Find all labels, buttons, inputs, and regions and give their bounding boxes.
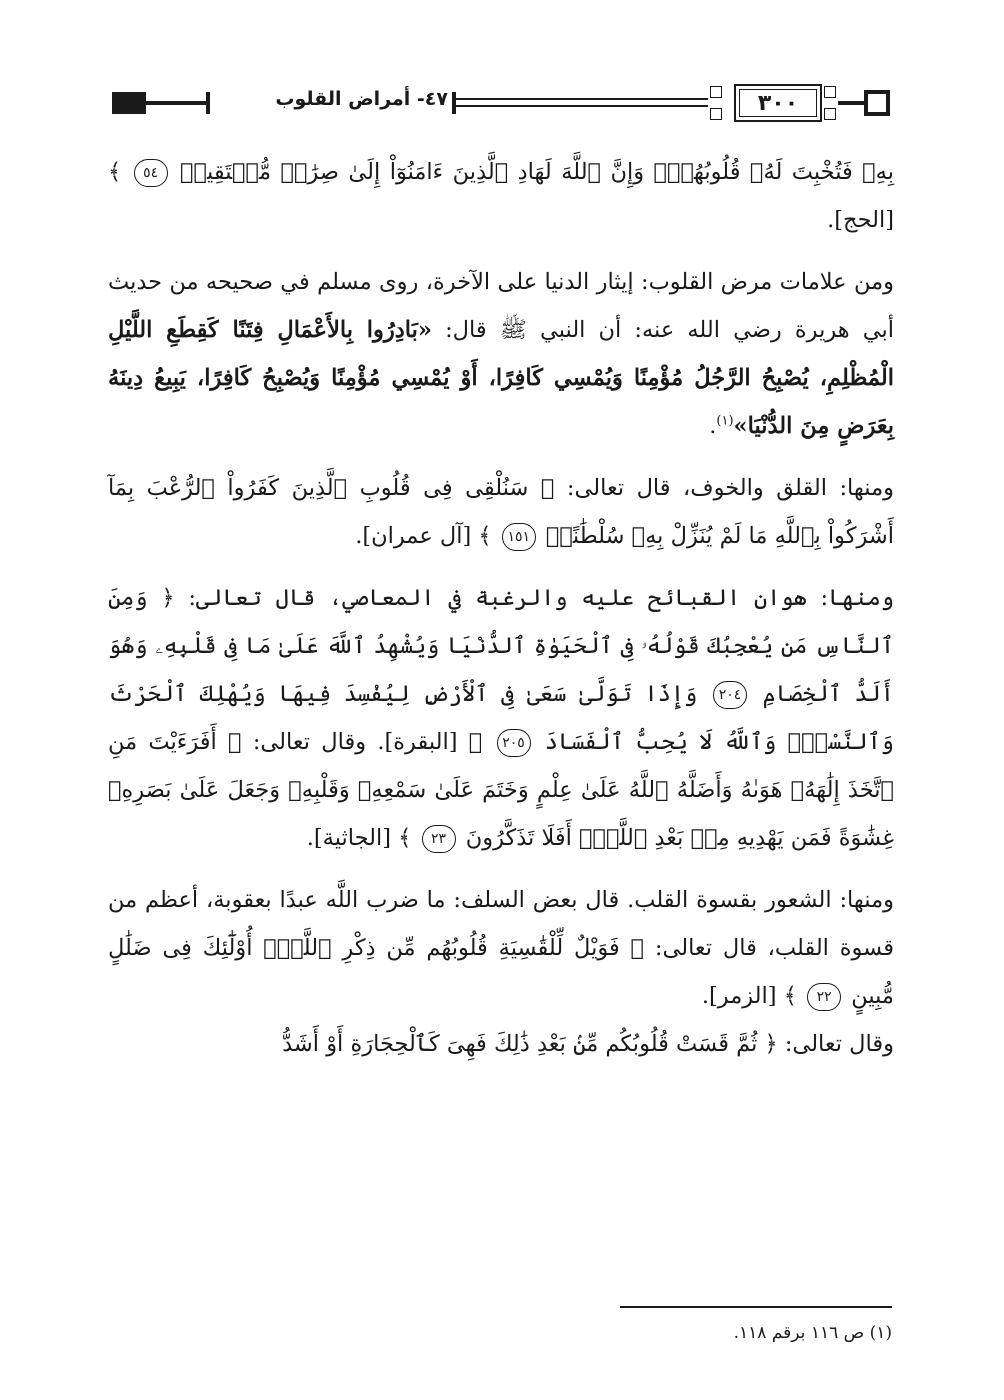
quran-verse: ﴾ [783,983,805,1009]
quran-verse: ﴿ سَنُلْقِى فِى قُلُوبِ ٱلَّذِينَ كَفَرُواْ ٱلرُّعْبَ بِمَآ أَشْرَكُواْ بِٱللَّهِ مَا لَمْ يُنَزِّلْ بِهِۦ سُلْطَٰنًاۖ [108,475,894,549]
quran-verse: ﴿ وَمِنَ ٱلنَّاسِ مَن يُعْجِبُكَ قَوْلُهُۥ فِى ٱلْحَيَوٰةِ ٱلدُّنْيَا وَيُشْهِدُ ٱللَّهَ عَلَىٰ مَا فِى قَلْبِهِۦ وَهُوَ أَلَدُّ ٱلْخِصَامِ [108,585,894,707]
ornament-square [710,108,722,120]
ayah-number-marker: ٢٢ [807,983,841,1011]
hadith-text: «بَادِرُوا بِالأَعْمَالِ فِتَنًا كَقِطَعِ اللَّيْلِ الْمُظْلِمِ، يُصْبِحُ الرَّجُلُ مُؤْمِنًا وَيُمْسِي كَافِرًا، أَوْ يُمْسِي مُؤْمِنًا وَيُصْبِحُ كَافِرًا، يَبِيعُ دِينَهُ بِعَرَضٍ مِنَ الدُّنْيَا» [108,317,894,439]
body-text: [الحج]. [827,207,894,233]
quran-verse: ﴾ [468,729,494,755]
ornament-square [710,86,722,98]
footnote: (١) ص ١١٦ برقم ١١٨. [733,1323,892,1343]
body-text: [الجاثية]. [306,825,399,851]
body-text: ومنها: الشعور بقسوة القلب. قال بعض السلف: ما ضرب اللَّه عبدًا بعقوبة، أعظم من قسوة القلب، قال تعالى: [108,887,894,961]
paragraph [108,148,894,244]
quran-verse: وَإِذَا تَوَلَّىٰ سَعَىٰ فِى ٱلْأَرْضِ لِيُفْسِدَ فِيهَا وَيُهْلِكَ ٱلْحَرْثَ وَٱلنَّسْلَۗ وَٱللَّهُ لَا يُحِبُّ ٱلْفَسَادَ [108,681,894,755]
ayah-number-marker: ٢٠٤ [713,681,747,709]
page-number-box [734,84,822,122]
body-text: ومن علامات مرض القلوب: إيثار الدنيا على الآخرة، روى مسلم في صحيحه من حديث أبي هريرة رضي الله عنه: أن النبي ﷺ قال: [108,269,895,343]
body-text: ومنها: هوان القبائح عليه والرغبة في المعاصي، قال تعالى: [174,585,895,611]
page-number: ٣٠٠ [757,90,799,116]
header-tick [206,92,210,114]
header-left-block [112,92,146,114]
header-left-rule [146,101,206,105]
body-text: [آل عمران]. [355,523,479,549]
body-text: ومنها: القلق والخوف، قال تعالى: [554,475,894,501]
header-long-rule [456,98,708,100]
header-tick [452,92,456,114]
ornament-square [824,108,836,120]
ayah-number-marker: ١٥١ [502,523,536,551]
ayah-number-marker: ٢٠٥ [497,729,531,757]
quran-verse: ﴿ ثُمَّ قَسَتْ قُلُوبُكُم مِّنۢ بَعْدِ ذَٰلِكَ فَهِىَ كَٱلْحِجَارَةِ أَوْ أَشَدُّ [282,1031,778,1057]
paragraph [108,574,894,862]
ayah-number-marker: ٢٣ [422,825,456,853]
quran-verse: ﴿ أَفَرَءَيْتَ مَنِ ٱتَّخَذَ إِلَٰهَهُۥ هَوَىٰهُ وَأَضَلَّهُ ٱللَّهُ عَلَىٰ عِلْمٍ وَخَتَمَ عَلَىٰ سَمْعِهِۦ وَقَلْبِهِۦ وَجَعَلَ عَلَىٰ بَصَرِهِۦ غِشَٰوَةً فَمَن يَهْدِيهِ مِنۢ بَعْدِ ٱللَّهِۚ أَفَلَا تَذَكَّرُونَ [108,729,894,851]
footnote-ref: (١) [716,413,734,429]
quran-verse: ﴾ [108,159,131,185]
ayah-number-marker: ٥٤ [134,159,168,187]
paragraph [108,1020,894,1068]
header-right-rule [838,101,864,105]
body-text: وقال تعالى: [777,1031,894,1057]
section-title: ٤٧- أمراض القلوب [275,88,448,110]
page-body [108,148,894,1068]
body-text: . [709,413,717,439]
ornament-square [824,86,836,98]
quran-verse: ﴾ [478,523,499,549]
footnote-rule [620,1306,892,1308]
quran-verse: ﴾ [398,825,419,851]
body-text: [البقرة]. وقال تعالى: [241,729,469,755]
page-header [112,78,892,128]
quran-verse: بِهِۦ فَتُخْبِتَ لَهُۥ قُلُوبُهُمْۗ وَإِنَّ ٱللَّهَ لَهَادِ ٱلَّذِينَ ءَامَنُوٓاْ إِلَىٰ صِرَٰطٖ مُّسۡتَقِيمٖ [170,159,894,185]
header-long-rule [456,105,708,107]
paragraph [108,464,894,560]
paragraph [108,258,894,450]
body-text: [الزمر]. [701,983,784,1009]
quran-verse: ﴿ فَوَيْلٌ لِّلْقَٰسِيَةِ قُلُوبُهُم مِّن ذِكْرِ ٱللَّهِۚ أُوْلَٰٓئِكَ فِى ضَلَٰلٍ مُّبِينٍ [108,935,894,1009]
paragraph [108,876,894,1020]
header-right-frame [864,90,890,116]
